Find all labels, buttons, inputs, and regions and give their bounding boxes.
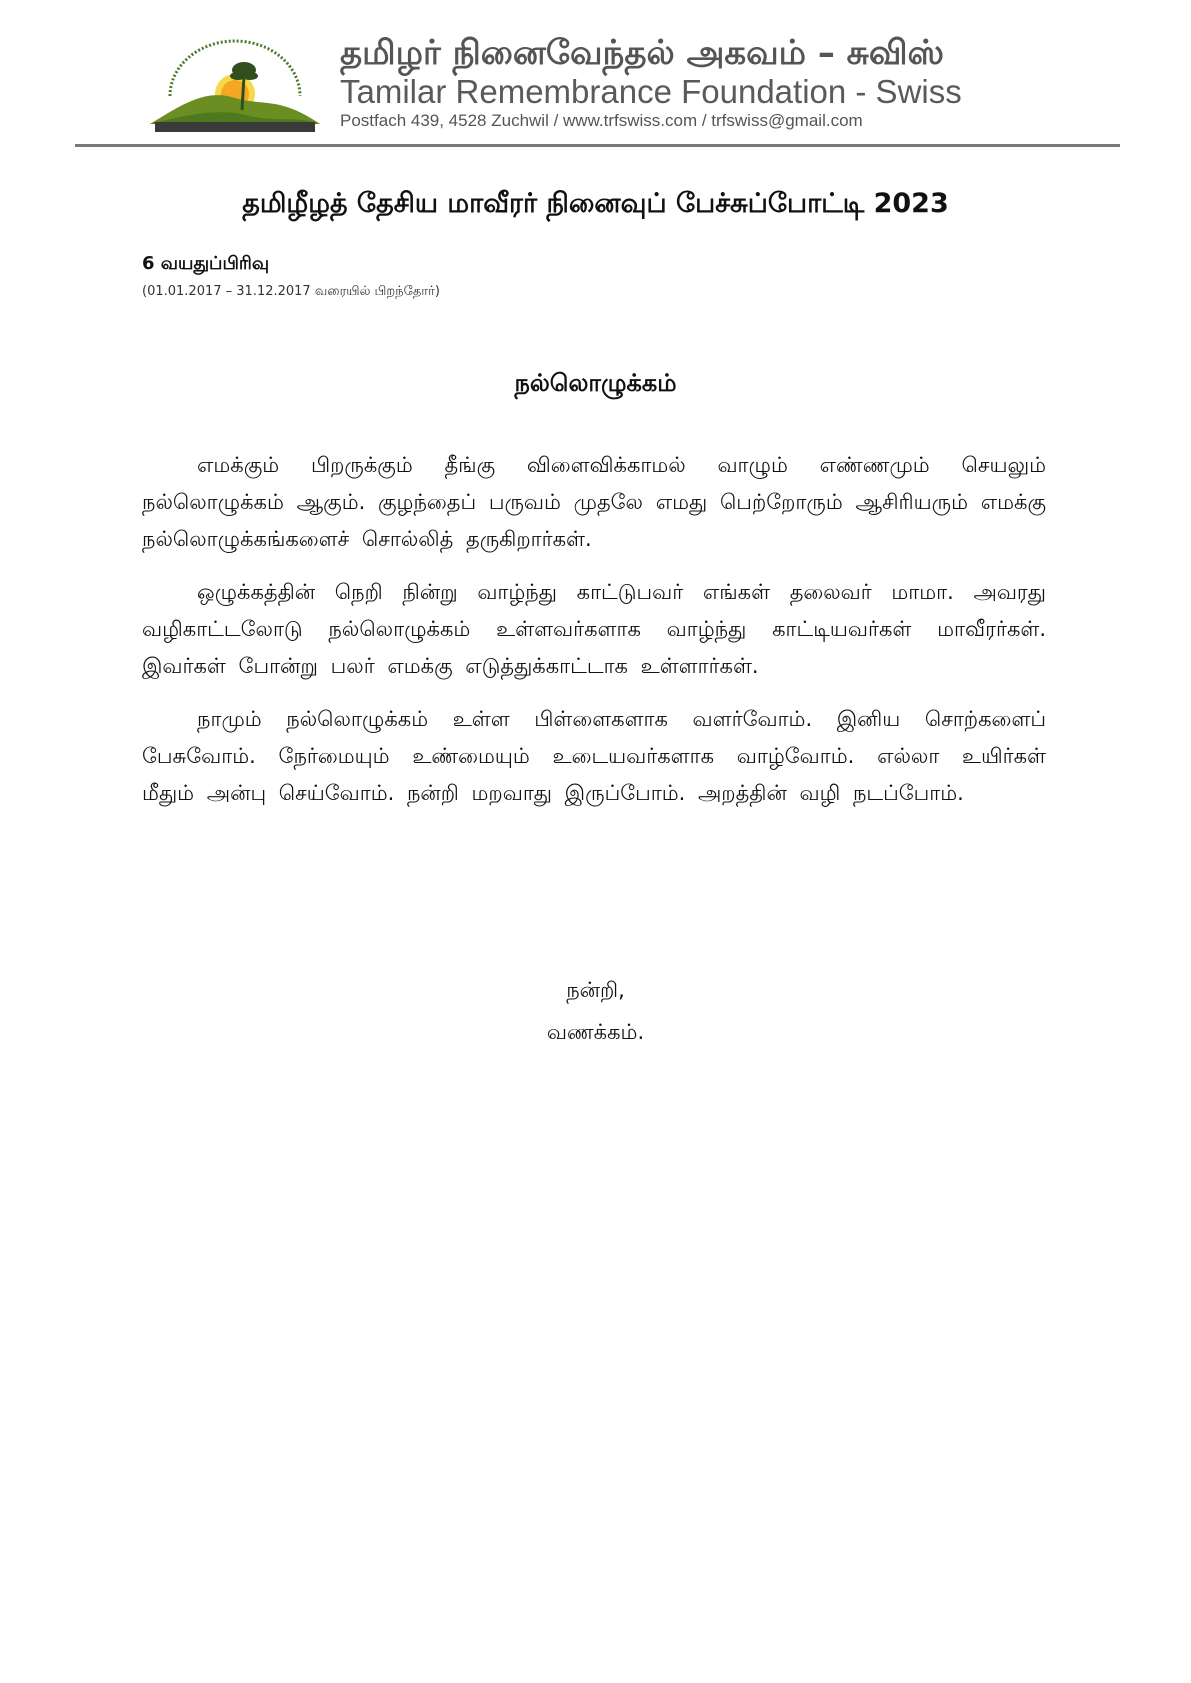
paragraph: எமக்கும் பிறருக்கும் தீங்கு விளைவிக்காமல் வாழும் எண்ணமும் செயலும் நல்லொழுக்கம் ஆகும். குழந்தைப் பருவம் முதலே எமது பெற்றோரும் ஆசிரியரும் எமக்கு நல்லொழுக்கங்களைச் சொல்லித் தருகிறார்கள்.	[142, 453, 1046, 551]
foundation-logo	[150, 36, 320, 132]
document-title: தமிழீழத் தேசிய மாவீரர் நினைவுப் பேச்சுப்போட்டி 2023	[242, 188, 949, 219]
age-category-range: (01.01.2017 – 31.12.2017 வரையில் பிறந்தோர்)	[142, 284, 440, 299]
org-contact-line: Postfach 439, 4528 Zuchwil / www.trfswiss.com / trfswiss@gmail.com	[340, 111, 863, 130]
closing-greeting: வணக்கம்.	[546, 1020, 645, 1044]
essay-title: நல்லொழுக்கம்	[514, 369, 677, 397]
header-divider	[75, 144, 1120, 147]
org-info	[340, 32, 1030, 132]
org-name-english: Tamilar Remembrance Foundation - Swiss	[340, 73, 962, 110]
paragraph: நாமும் நல்லொழுக்கம் உள்ள பிள்ளைகளாக வளர்வோம். இனிய சொற்களைப் பேசுவோம். நேர்மையும் உண்மையும் உடையவர்களாக வாழ்வோம். எல்லா உயிர்கள் மீதும் அன்பு செய்வோம். நன்றி மறவாது இருப்போம். அறத்தின் வழி நடப்போம்.	[142, 707, 1046, 805]
org-name-tamil: தமிழர் நினைவேந்தல் அகவம் – சுவிஸ்	[340, 33, 945, 73]
paragraph: ஒழுக்கத்தின் நெறி நின்று வாழ்ந்து காட்டுபவர் எங்கள் தலைவர் மாமா. அவரது வழிகாட்டலோடு நல்லொழுக்கம் உள்ளவர்களாக வாழ்ந்து காட்டியவர்கள் மாவீரர்கள். இவர்கள் போன்று பலர் எமக்கு எடுத்துக்காட்டாக உள்ளார்கள்.	[142, 580, 1046, 678]
closing-thanks: நன்றி,	[566, 978, 625, 1002]
letterhead	[150, 28, 1020, 138]
essay-body	[142, 447, 1046, 828]
age-category: 6 வயதுப்பிரிவு	[142, 253, 270, 274]
